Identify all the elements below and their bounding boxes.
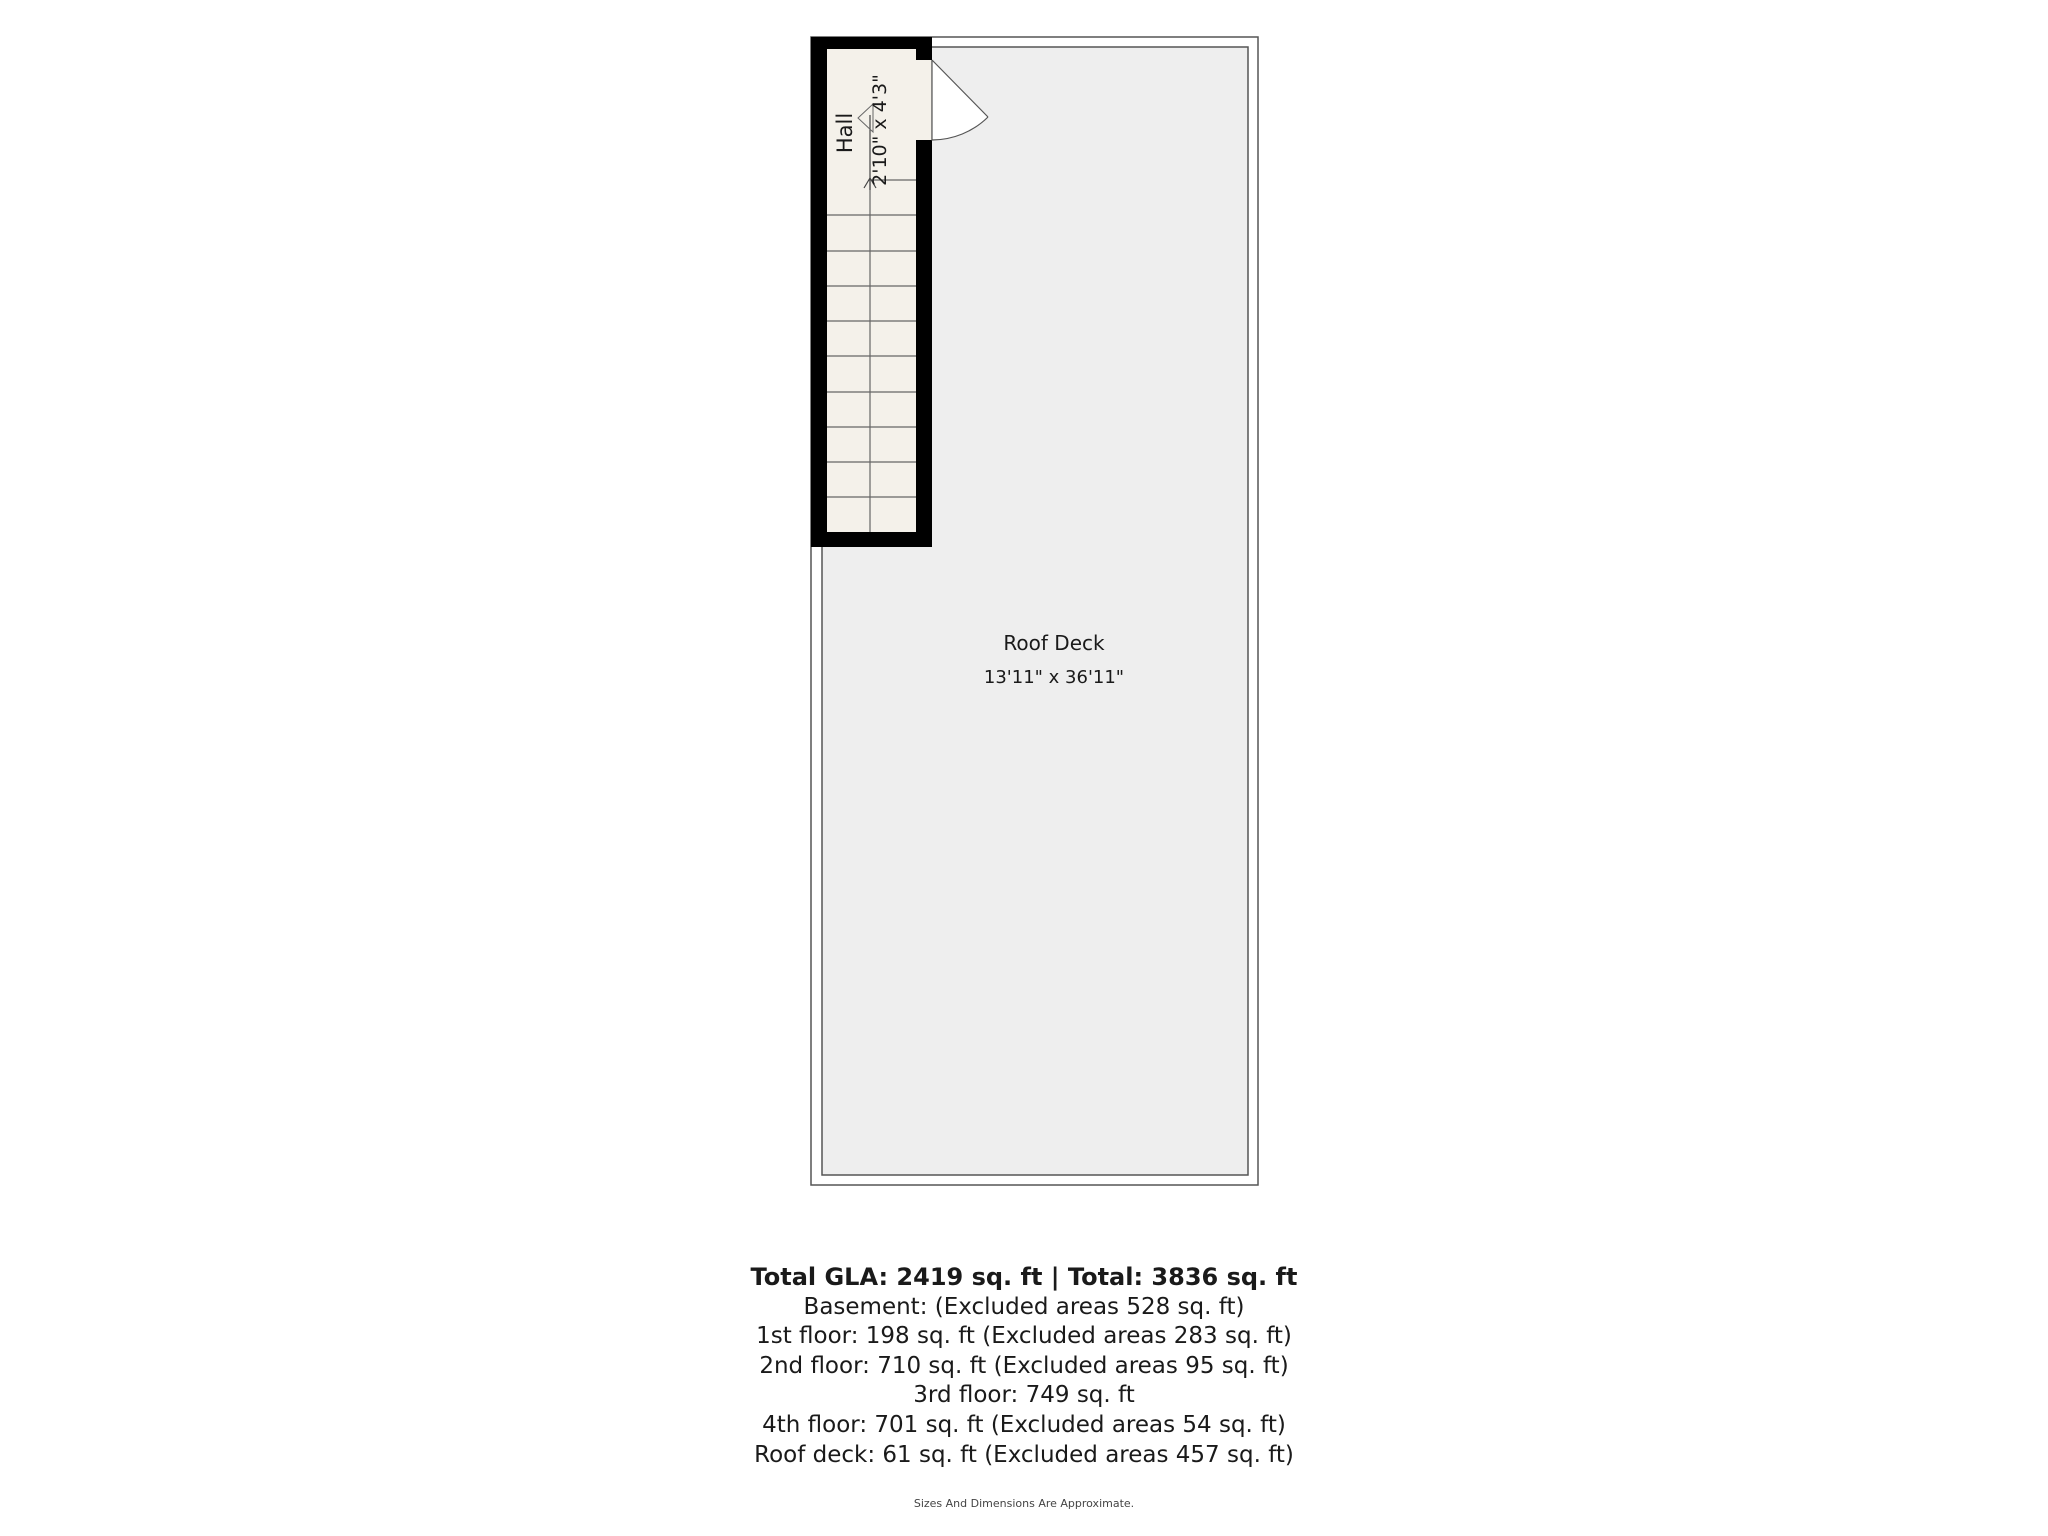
disclaimer-note: Sizes And Dimensions Are Approximate. (913, 1497, 1135, 1510)
total-area-line: Total GLA: 2419 sq. ft | Total: 3836 sq. ft (750, 1263, 1298, 1291)
roof-deck-name-label: Roof Deck (1003, 631, 1105, 655)
area-summary (574, 1263, 1474, 1470)
floor-area-line: 3rd floor: 749 sq. ft (913, 1382, 1135, 1409)
floor-area-line: 1st floor: 198 sq. ft (Excluded areas 283 sq. ft) (756, 1323, 1292, 1350)
floor-area-line: Basement: (Excluded areas 528 sq. ft) (803, 1293, 1245, 1320)
floor-area-line: 4th floor: 701 sq. ft (Excluded areas 54 sq. ft) (762, 1411, 1286, 1438)
floor-area-line: Roof deck: 61 sq. ft (Excluded areas 457 sq. ft) (754, 1441, 1294, 1468)
floor-area-line: 2nd floor: 710 sq. ft (Excluded areas 95 sq. ft) (759, 1352, 1289, 1379)
door-opening (916, 60, 932, 140)
hall-name-label: Hall (833, 112, 857, 154)
hall-dimensions-label: 2'10" x 4'3" (869, 74, 891, 186)
roof-deck-dimensions-label: 13'11" x 36'11" (983, 667, 1125, 688)
